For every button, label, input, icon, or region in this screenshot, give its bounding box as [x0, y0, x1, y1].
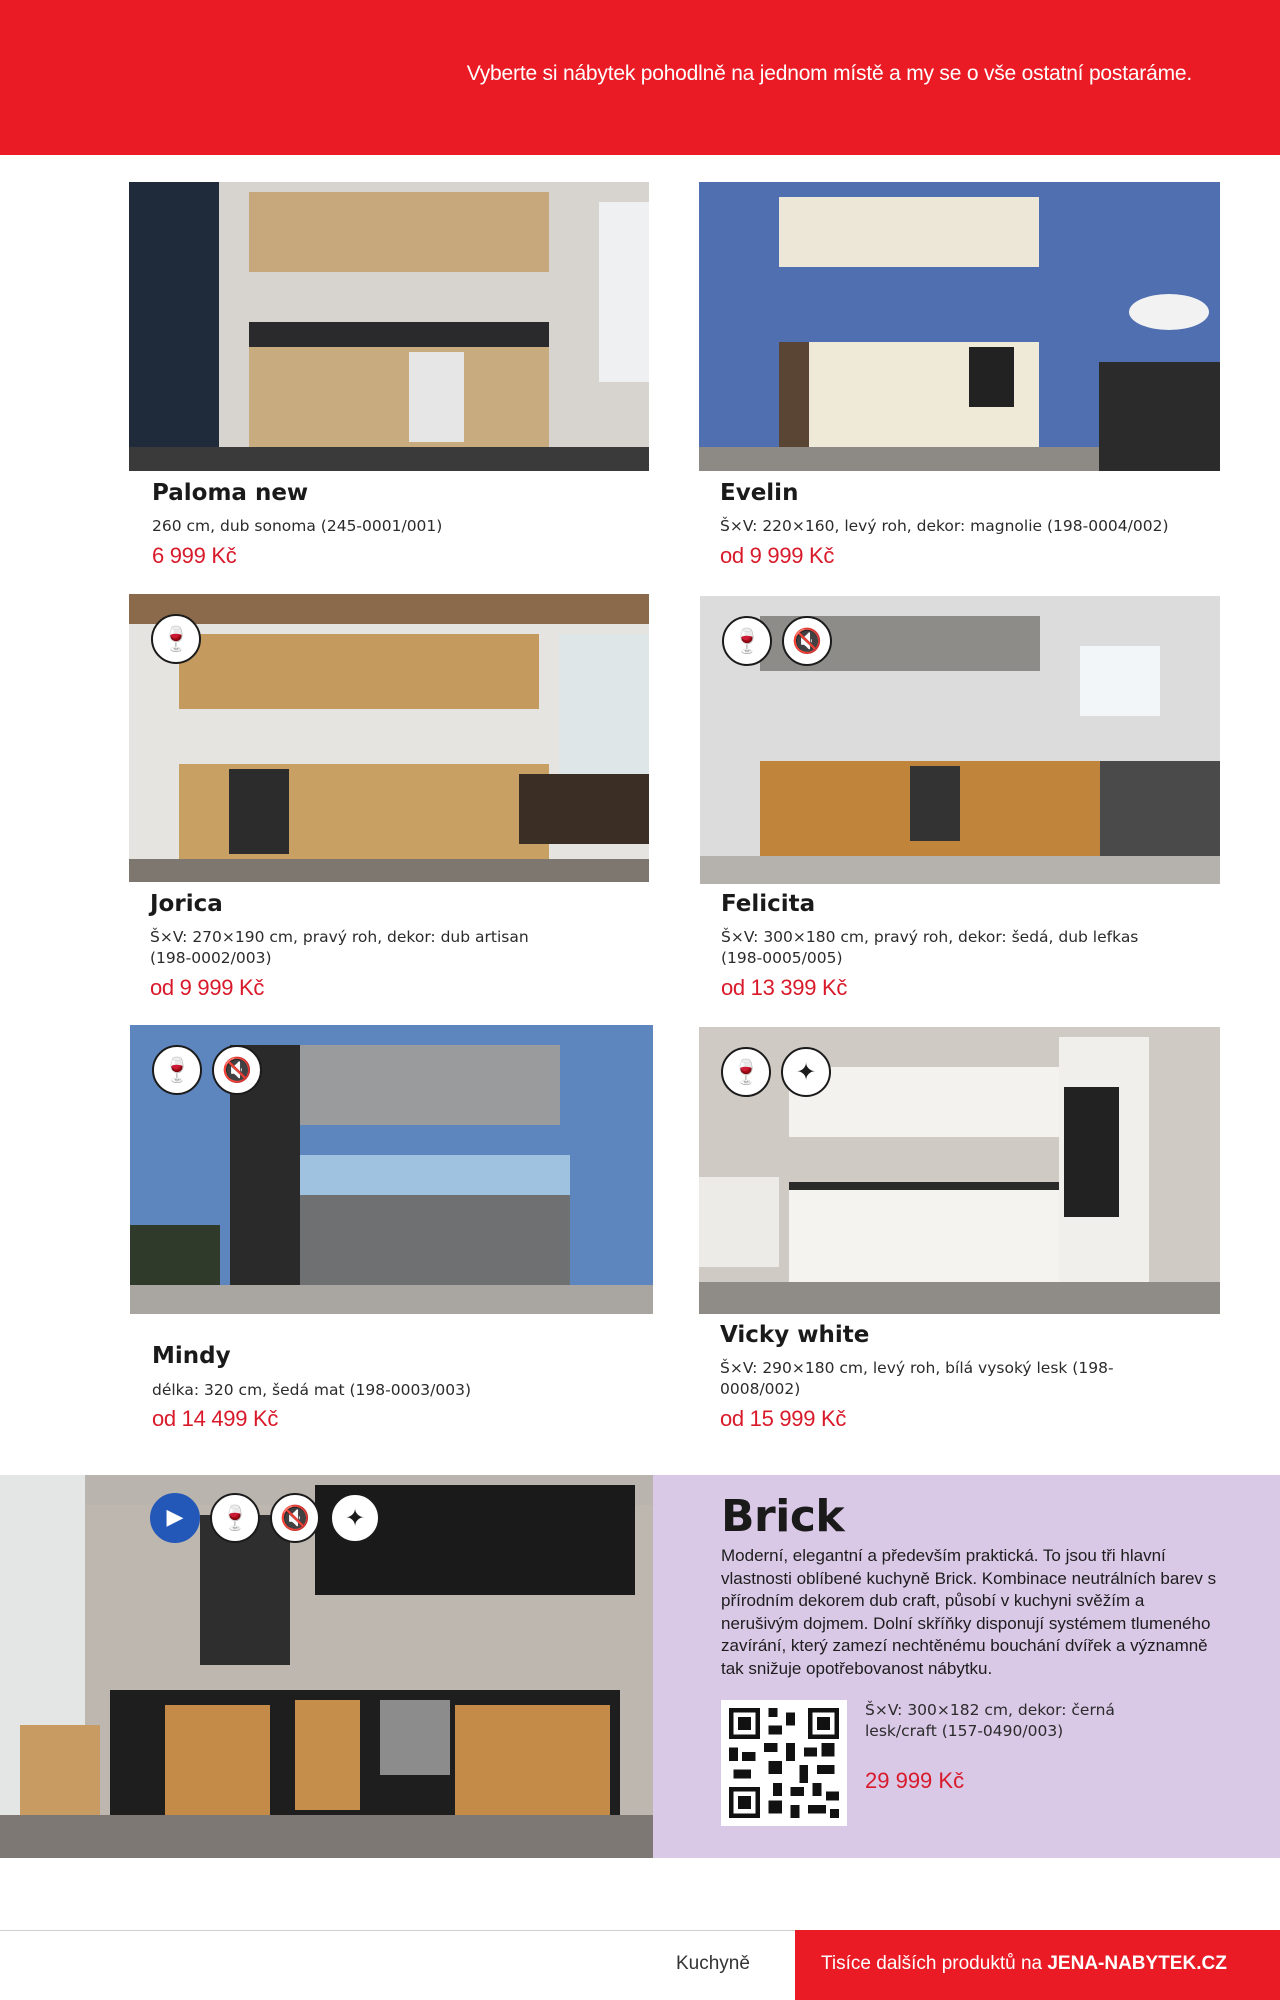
product-name[interactable]: Felicita	[721, 891, 816, 917]
product-price: od 15 999 Kč	[720, 1406, 847, 1431]
footer-divider	[0, 1930, 795, 1931]
brick-info-panel	[653, 1475, 1280, 1858]
glass-icon: 🍷	[151, 614, 201, 664]
product-name[interactable]: Jorica	[150, 891, 223, 917]
brick-price: 29 999 Kč	[865, 1768, 965, 1793]
product-price: od 14 499 Kč	[152, 1406, 279, 1431]
footer-cta[interactable]	[795, 1930, 1280, 2000]
top-banner	[0, 0, 1280, 155]
sparkle-icon: ✦	[330, 1493, 380, 1543]
brick-feature	[0, 1475, 1280, 1858]
product-desc: 260 cm, dub sonoma (245-0001/001)	[152, 517, 443, 535]
product-desc: Š×V: 270×190 cm, pravý roh, dekor: dub artisan (198-0002/003)	[150, 928, 529, 967]
product-name[interactable]: Paloma new	[152, 480, 309, 506]
footer-cta-label	[821, 1953, 1227, 1975]
soft-close-icon: 🔇	[782, 616, 832, 666]
banner-tagline: Vyberte si nábytek pohodlně na jednom místě a my se o vše ostatní postaráme.	[466, 62, 1192, 85]
feature-badges	[152, 1045, 262, 1095]
product-desc: Š×V: 220×160, levý roh, dekor: magnolie (198-0004/002)	[720, 517, 1169, 535]
product-photo-paloma[interactable]	[129, 182, 649, 471]
product-name[interactable]: Mindy	[152, 1343, 231, 1369]
product-photo-vicky-white[interactable]	[699, 1027, 1220, 1314]
footer-cta-link[interactable]: JENA-NABYTEK.CZ	[1047, 1953, 1227, 1974]
feature-badges	[722, 616, 832, 666]
product-desc: Š×V: 290×180 cm, levý roh, bílá vysoký lesk (198-0008/002)	[720, 1359, 1114, 1398]
footer-cta-text: Tisíce dalších produktů na	[821, 1953, 1048, 1974]
feature-badges	[151, 614, 201, 664]
qr-code[interactable]	[721, 1700, 847, 1826]
product-price: od 9 999 Kč	[150, 975, 265, 1000]
play-icon[interactable]: ▶	[150, 1493, 200, 1543]
soft-close-icon: 🔇	[212, 1045, 262, 1095]
footer-category: Kuchyně	[676, 1953, 750, 1974]
glass-icon: 🍷	[152, 1045, 202, 1095]
product-name[interactable]: Evelin	[720, 480, 799, 506]
product-name[interactable]: Vicky white	[720, 1322, 870, 1348]
product-photo-jorica[interactable]	[129, 594, 649, 882]
product-price: 6 999 Kč	[152, 543, 237, 568]
brick-title[interactable]: Brick	[721, 1491, 845, 1542]
glass-icon: 🍷	[722, 616, 772, 666]
glass-icon: 🍷	[210, 1493, 260, 1543]
product-photo-felicita[interactable]	[700, 596, 1220, 884]
product-desc: Š×V: 300×180 cm, pravý roh, dekor: šedá, dub lefkas (198-0005/005)	[721, 928, 1139, 967]
feature-badges	[721, 1047, 831, 1097]
brick-description: Moderní, elegantní a především praktická. To jsou tři hlavní vlastnosti oblíbené kuchyně Brick. Kombinace neutrálních barev s přírodním dekorem dub craft, působí v kuchyni svěžím a nerušivým dojmem. Dolní skříňky disponují systémem tlumeného zavírání, který zamezí nechtěnému bouchání dvířek a významně tak snižuje opotřebovanost nábytku.	[721, 1546, 1217, 1678]
soft-close-icon: 🔇	[270, 1493, 320, 1543]
feature-badges	[150, 1493, 380, 1543]
product-price: od 9 999 Kč	[720, 543, 835, 568]
sparkle-icon: ✦	[781, 1047, 831, 1097]
product-photo-evelin[interactable]	[699, 182, 1220, 471]
product-photo-mindy[interactable]	[130, 1025, 653, 1314]
product-price: od 13 399 Kč	[721, 975, 848, 1000]
glass-icon: 🍷	[721, 1047, 771, 1097]
brick-photo[interactable]	[0, 1475, 653, 1858]
product-desc: délka: 320 cm, šedá mat (198-0003/003)	[152, 1381, 472, 1399]
brick-spec: Š×V: 300×182 cm, dekor: černá lesk/craft (157-0490/003)	[865, 1701, 1115, 1740]
